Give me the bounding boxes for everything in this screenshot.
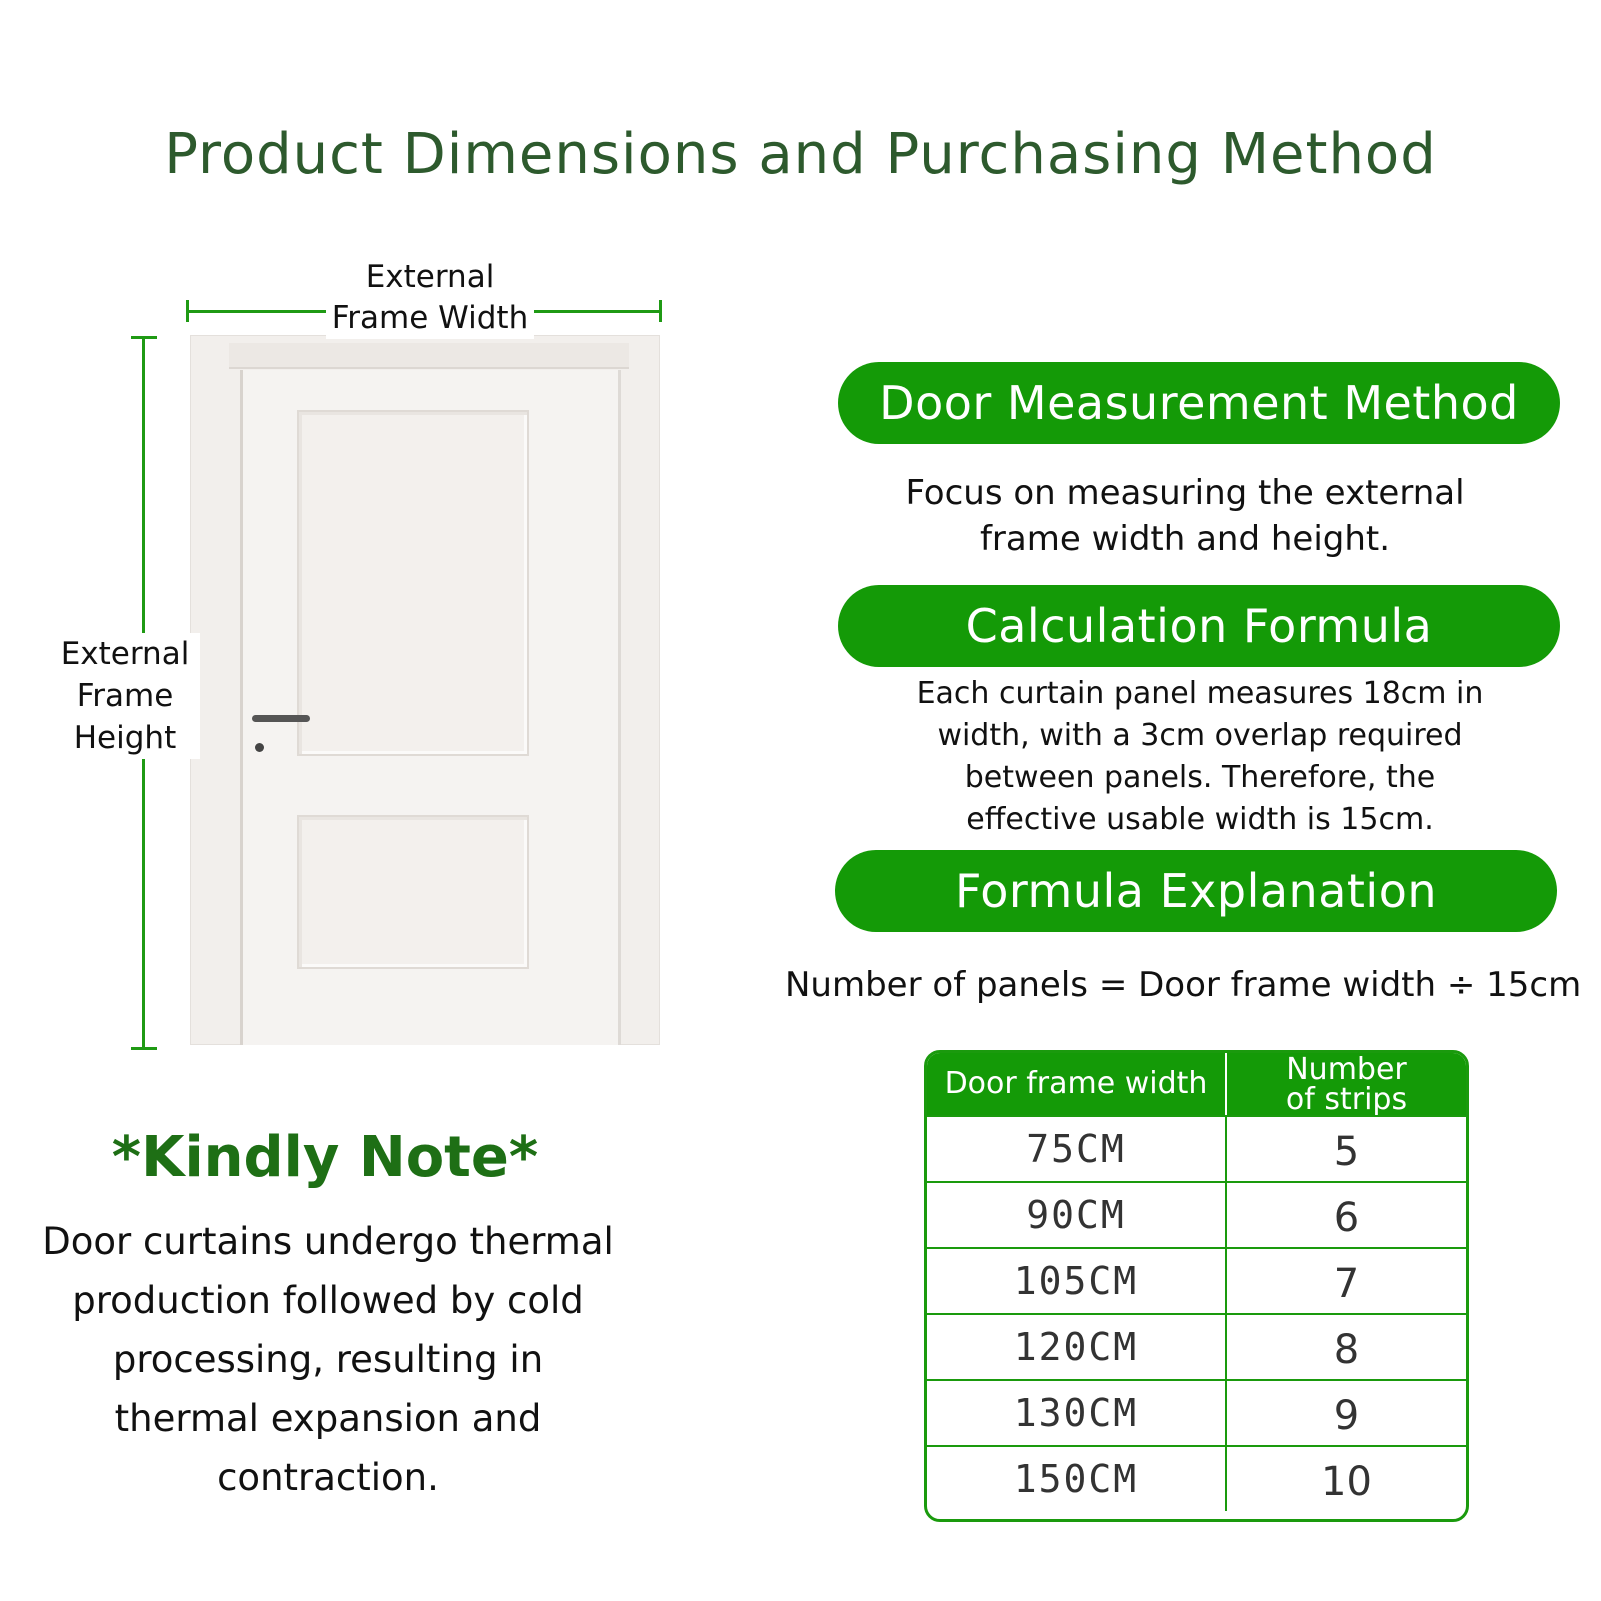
calculation-line: between panels. Therefore, the (964, 760, 1436, 795)
table-row (927, 1445, 1466, 1511)
external-frame-width-label (300, 257, 560, 339)
height-label-line: Frame (50, 675, 200, 717)
formula-text: Number of panels = Door frame width ÷ 15cm (785, 965, 1582, 1005)
calculation-line: effective usable width is 15cm. (966, 802, 1434, 837)
row-width-cell: 105CM (927, 1249, 1227, 1313)
row-strips-cell: 10 (1321, 1459, 1372, 1505)
row-width-cell: 130CM (927, 1381, 1227, 1445)
measurement-line: frame width and height. (979, 519, 1391, 559)
height-dimension-tick-top (131, 336, 157, 339)
door-handle-icon (252, 715, 310, 722)
width-dimension-tick-left (186, 300, 189, 322)
row-strips-cell: 9 (1333, 1393, 1360, 1439)
row-width-cell: 120CM (927, 1315, 1227, 1379)
calculation-formula-text (880, 673, 1520, 841)
door-panel-top (297, 410, 529, 756)
row-strips-cell: 7 (1333, 1261, 1360, 1307)
height-label-line: External (50, 633, 200, 675)
table-header (927, 1053, 1466, 1115)
width-label-line: Frame Width (326, 298, 535, 339)
calculation-line: Each curtain panel measures 18cm in (916, 676, 1484, 711)
note-line: Door curtains undergo thermal (42, 1220, 614, 1263)
header-strips-line: of strips (1285, 1082, 1408, 1117)
row-strips-cell: 5 (1333, 1129, 1360, 1175)
note-line: processing, resulting in (112, 1338, 544, 1381)
table-row (927, 1379, 1466, 1445)
measurement-method-heading: Door Measurement Method (838, 362, 1560, 444)
table-row (927, 1313, 1466, 1379)
header-door-frame-width: Door frame width (927, 1053, 1227, 1115)
kindly-note-body (18, 1212, 638, 1507)
formula-explanation-heading: Formula Explanation (835, 850, 1557, 932)
measurement-line: Focus on measuring the external (905, 473, 1465, 513)
calculation-formula-heading: Calculation Formula (838, 585, 1560, 667)
row-width-cell: 150CM (927, 1447, 1227, 1511)
row-strips-cell: 6 (1333, 1195, 1360, 1241)
external-frame-height-label (50, 633, 200, 759)
door-panel-bottom (297, 815, 529, 969)
size-table (924, 1050, 1469, 1522)
note-line: thermal expansion and (114, 1397, 542, 1440)
table-row (927, 1247, 1466, 1313)
header-strips-line: Number (1286, 1052, 1407, 1087)
table-row (927, 1115, 1466, 1181)
row-width-cell: 75CM (927, 1117, 1227, 1181)
note-line: production followed by cold (72, 1279, 584, 1322)
table-row (927, 1181, 1466, 1247)
height-label-line: Height (50, 717, 200, 759)
door-leaf (240, 370, 621, 1045)
header-number-of-strips (1227, 1052, 1466, 1117)
row-width-cell: 90CM (927, 1183, 1227, 1247)
note-line: contraction. (217, 1456, 439, 1499)
height-dimension-tick-bottom (131, 1047, 157, 1050)
row-strips-cell: 8 (1333, 1327, 1360, 1373)
door-lock-icon (255, 743, 264, 752)
measurement-method-text (880, 470, 1490, 562)
kindly-note-heading: *Kindly Note* (111, 1125, 539, 1190)
door-frame-header (229, 343, 629, 369)
calculation-line: width, with a 3cm overlap required (937, 718, 1463, 753)
width-label-line: External (360, 257, 501, 298)
width-dimension-tick-right (659, 300, 662, 322)
page-title: Product Dimensions and Purchasing Method (164, 122, 1437, 187)
